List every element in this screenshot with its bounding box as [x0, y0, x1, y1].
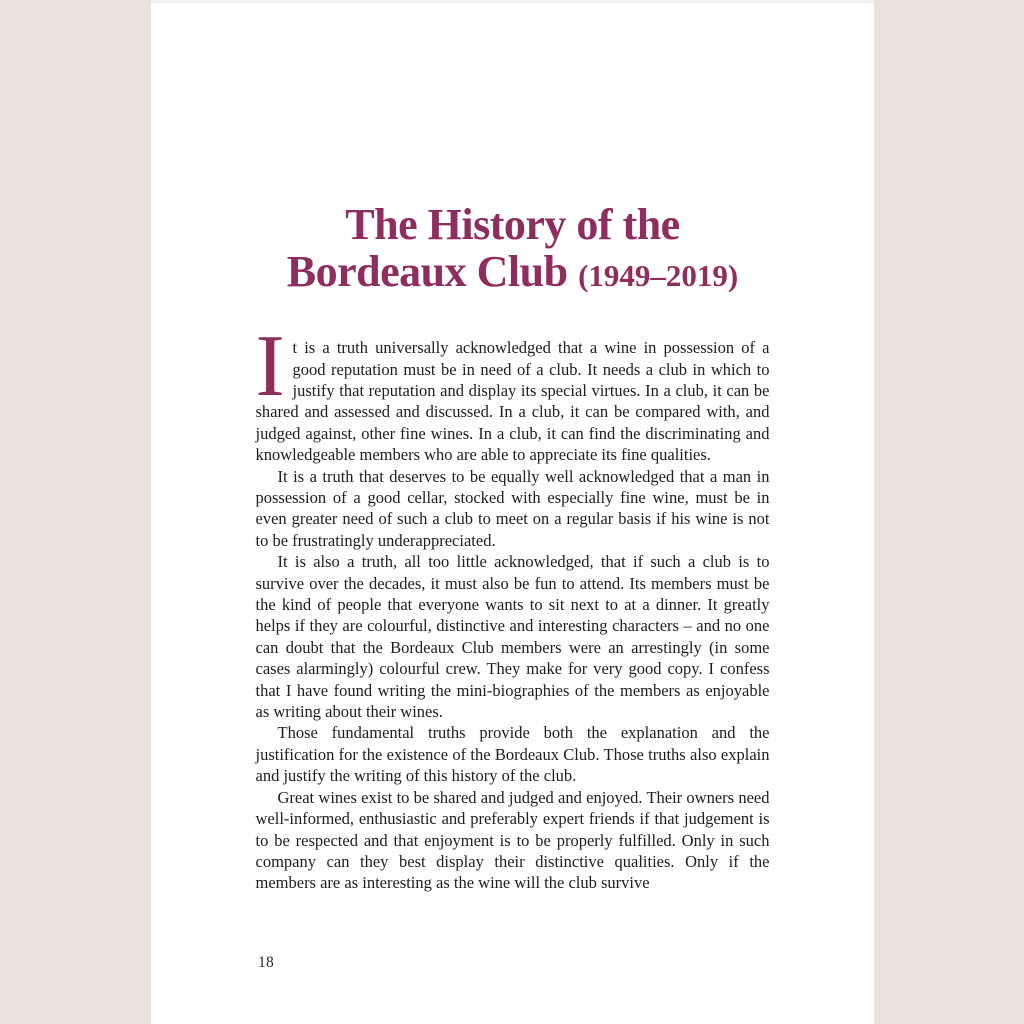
paragraph-3: It is also a truth, all too little acknowledged, that if such a club is to survive over the decades, it must also be fun to attend. Its members must be the kind of people that everyone wants to sit next to at a dinner. It greatly helps if they are colourful, distinctive and interesting characters – and no one can doubt that the Bordeaux Club members were an arrestingly (in some cases alarmingly) colourful crew. They make for very good copy. I confess that I have found writing the mini-biographies of the members as enjoyable as writing about their wines.	[255, 552, 770, 722]
paragraph-1	[255, 318, 770, 465]
chapter-title-line2	[151, 248, 874, 295]
paragraph-1-text: t is a truth universally acknowledged that a wine in possession of a good reputation must be in need of a club. It needs a club in which to justify that reputation and display its special virtues. In a club, it can be shared and assessed and discussed. In a club, it can be compared with, and judged against, other fine wines. In a club, it can find the discriminating and knowledgeable members who are able to appreciate its fine qualities.	[255, 338, 770, 465]
paragraph-5: Great wines exist to be shared and judged and enjoyed. Their owners need well-informed, enthusiastic and preferably expert friends if that judgement is to be respected and that enjoyment is to be properly fulfilled. Only in such company can they best display their distinctive qualities. Only if the members are as interesting as the wine will the club survive	[255, 787, 770, 893]
chapter-title-years: (1949–2019)	[578, 258, 739, 294]
chapter-title-line2-main: Bordeaux Club	[286, 247, 568, 297]
paragraph-4: Those fundamental truths provide both the explanation and the justification for the existence of the Bordeaux Club. Those truths also explain and justify the writing of this history of the club.	[255, 723, 770, 786]
drop-cap-letter: I	[255, 318, 285, 416]
chapter-title-line1: The History of the	[345, 200, 680, 249]
paragraph-2: It is a truth that deserves to be equally well acknowledged that a man in possession of a good cellar, stocked with especially fine wine, must be in even greater need of such a club to meet on a regular basis if his wine is not to be frustratingly underappreciated.	[255, 466, 770, 550]
chapter-body	[255, 318, 770, 894]
chapter-title	[151, 3, 874, 295]
page-number: 18	[258, 954, 275, 971]
book-page	[151, 0, 874, 1024]
